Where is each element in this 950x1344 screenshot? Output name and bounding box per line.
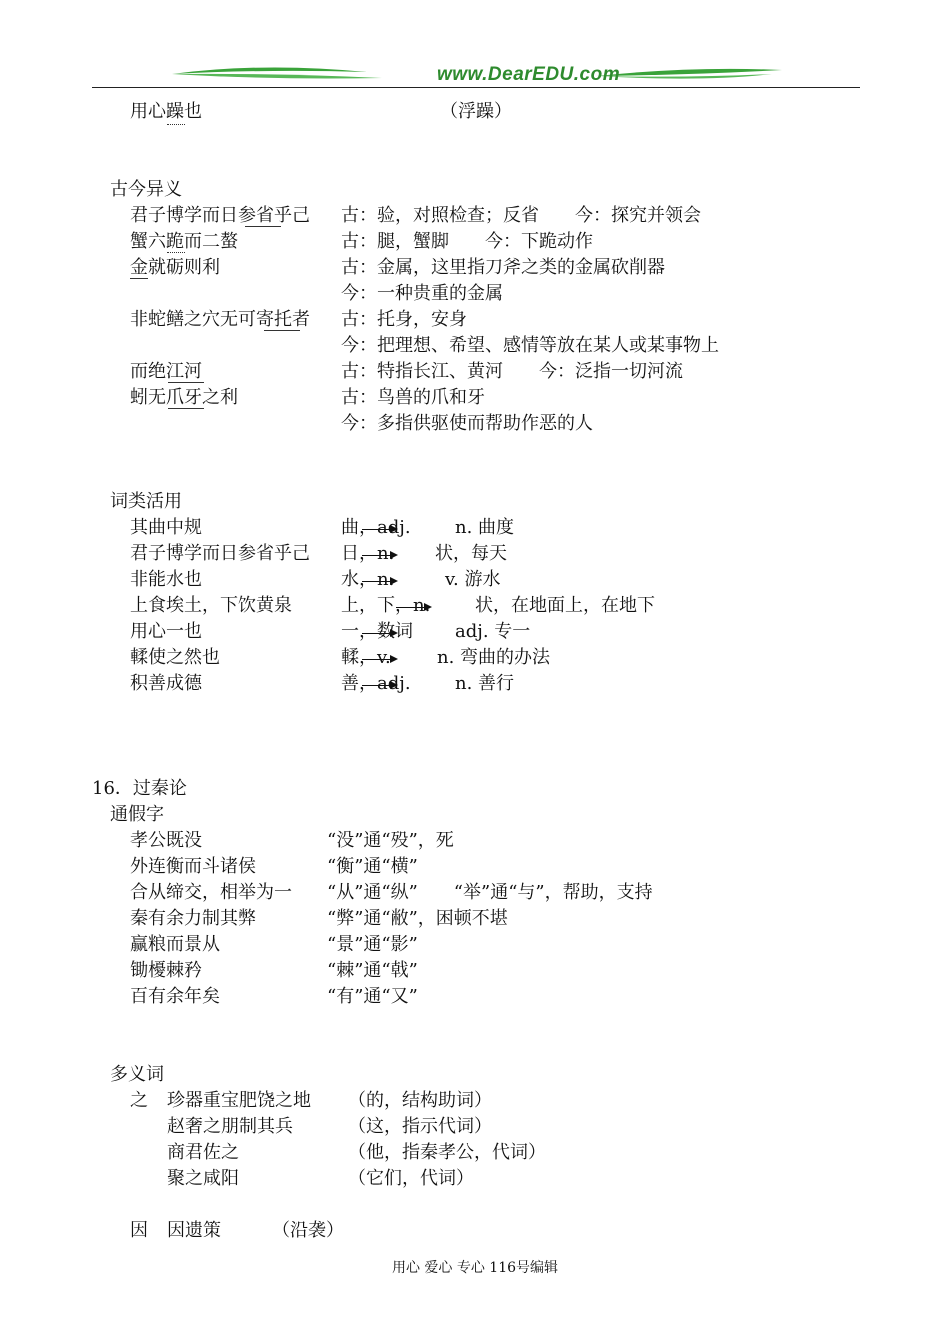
duoyi-example: 赵奢之朋制其兵 xyxy=(167,1116,293,1137)
gujin-left: 而绝江河 xyxy=(130,361,202,382)
cilei-left: 輮使之然也 xyxy=(130,647,220,668)
keyword-underline xyxy=(245,226,281,227)
arrow-icon xyxy=(362,555,396,556)
arrow-icon xyxy=(362,685,396,686)
duoyi-example: 因遗策 xyxy=(167,1220,221,1241)
duoyi-example: 珍器重宝肥饶之地 xyxy=(167,1090,311,1111)
cilei-from: 日，n. xyxy=(341,543,395,564)
duoyi-char: 因 xyxy=(130,1220,148,1241)
tongjia-right: “棘”通“戟” xyxy=(327,960,418,981)
cilei-from: 曲，adj. xyxy=(341,517,411,538)
arrow-icon xyxy=(362,581,396,582)
duoyi-meaning: （它们，代词） xyxy=(348,1168,474,1189)
arrow-icon xyxy=(362,633,396,634)
cilei-from: 輮，v. xyxy=(341,647,391,668)
cilei-from: 一，数词 xyxy=(341,621,413,642)
gujin-right: 今：一种贵重的金属 xyxy=(341,283,503,304)
tongjia-left: 锄櫌棘矜 xyxy=(130,960,202,981)
gujin-right: 古：鸟兽的爪和牙 xyxy=(341,387,485,408)
gujin-left: 金就砺则利 xyxy=(130,257,220,278)
gujin-right: 今：多指供驱使而帮助作恶的人 xyxy=(341,413,593,434)
arrow-icon xyxy=(362,659,396,660)
gujin-right: 古：金属，这里指刀斧之类的金属砍削器 xyxy=(341,257,665,278)
tongjia-right: “有”通“又” xyxy=(327,986,418,1007)
cilei-to: 状，每天 xyxy=(435,543,507,564)
arrow-icon xyxy=(396,607,430,608)
duoyi-example: 商君佐之 xyxy=(167,1142,239,1163)
tongjia-right: “没”通“殁”，死 xyxy=(327,830,454,851)
section-title: 16．过秦论 xyxy=(92,778,187,799)
cilei-to: v. 游水 xyxy=(445,569,501,590)
tongjia-right: “从”通“纵” “举”通“与”，帮助，支持 xyxy=(327,882,653,903)
header-divider xyxy=(92,87,860,88)
tongjia-right: “景”通“影” xyxy=(327,934,418,955)
cilei-from: 水，n. xyxy=(341,569,395,590)
top-item: 用心躁也 xyxy=(130,101,202,122)
tongjia-heading: 通假字 xyxy=(110,804,164,825)
cilei-from: 善，adj. xyxy=(341,673,411,694)
tongjia-left: 赢粮而景从 xyxy=(130,934,220,955)
top-note: （浮躁） xyxy=(440,101,512,122)
keyword-underline xyxy=(168,408,204,409)
duoyi-meaning: （的，结构助词） xyxy=(348,1090,492,1111)
duoyi-example: 聚之咸阳 xyxy=(167,1168,239,1189)
gujin-left: 蚓无爪牙之利 xyxy=(130,387,238,408)
cilei-left: 积善成德 xyxy=(130,673,202,694)
tongjia-right: “衡”通“横” xyxy=(327,856,418,877)
gujin-right: 古：验，对照检查；反省 今：探究并领会 xyxy=(341,205,701,226)
tongjia-left: 合从缔交，相举为一 xyxy=(130,882,292,903)
cilei-to: adj. 专一 xyxy=(455,621,531,642)
keyword-underline xyxy=(264,330,300,331)
gujin-right: 今：把理想、希望、感情等放在某人或某事物上 xyxy=(341,335,719,356)
tongjia-right: “弊”通“敝”，困顿不堪 xyxy=(327,908,508,929)
keyword-underline xyxy=(168,382,204,383)
cilei-left: 上食埃土，下饮黄泉 xyxy=(130,595,292,616)
cilei-left: 用心一也 xyxy=(130,621,202,642)
page-footer: 用心 爱心 专心 116号编辑 xyxy=(391,1260,559,1276)
site-header xyxy=(92,60,860,90)
tongjia-left: 孝公既没 xyxy=(130,830,202,851)
cilei-from: 上，下，n. xyxy=(341,595,431,616)
gujin-left: 非蛇鳝之穴无可寄托者 xyxy=(130,309,310,330)
cilei-left: 君子博学而日参省乎己 xyxy=(130,543,310,564)
cilei-to: n. 善行 xyxy=(455,673,515,694)
duoyi-meaning: （他，指秦孝公，代词） xyxy=(348,1142,546,1163)
keyword-underline xyxy=(167,252,185,253)
duoyi-char: 之 xyxy=(130,1090,148,1111)
cilei-left: 其曲中规 xyxy=(130,517,202,538)
gujin-left: 蟹六跪而二螯 xyxy=(130,231,238,252)
cilei-to: 状，在地面上，在地下 xyxy=(475,595,655,616)
gujin-right: 古：腿，蟹脚 今：下跪动作 xyxy=(341,231,593,252)
cilei-to: n. 曲度 xyxy=(455,517,515,538)
gujin-right: 古：特指长江、黄河 今：泛指一切河流 xyxy=(341,361,683,382)
arrow-icon xyxy=(362,529,396,530)
keyword-underline xyxy=(167,124,185,125)
tongjia-left: 百有余年矣 xyxy=(130,986,220,1007)
tongjia-left: 秦有余力制其弊 xyxy=(130,908,256,929)
duoyi-heading: 多义词 xyxy=(110,1064,164,1085)
tongjia-left: 外连衡而斗诸侯 xyxy=(130,856,256,877)
duoyi-meaning: （沿袭） xyxy=(272,1220,344,1241)
duoyi-meaning: （这，指示代词） xyxy=(348,1116,492,1137)
keyword-underline xyxy=(130,278,148,279)
cilei-heading: 词类活用 xyxy=(110,491,182,512)
gujin-heading: 古今异义 xyxy=(110,179,182,200)
site-logo[interactable]: www.DearEDU.com xyxy=(437,64,621,85)
gujin-right: 古：托身，安身 xyxy=(341,309,467,330)
cilei-to: n. 弯曲的办法 xyxy=(437,647,551,668)
cilei-left: 非能水也 xyxy=(130,569,202,590)
gujin-left: 君子博学而日参省乎己 xyxy=(130,205,310,226)
